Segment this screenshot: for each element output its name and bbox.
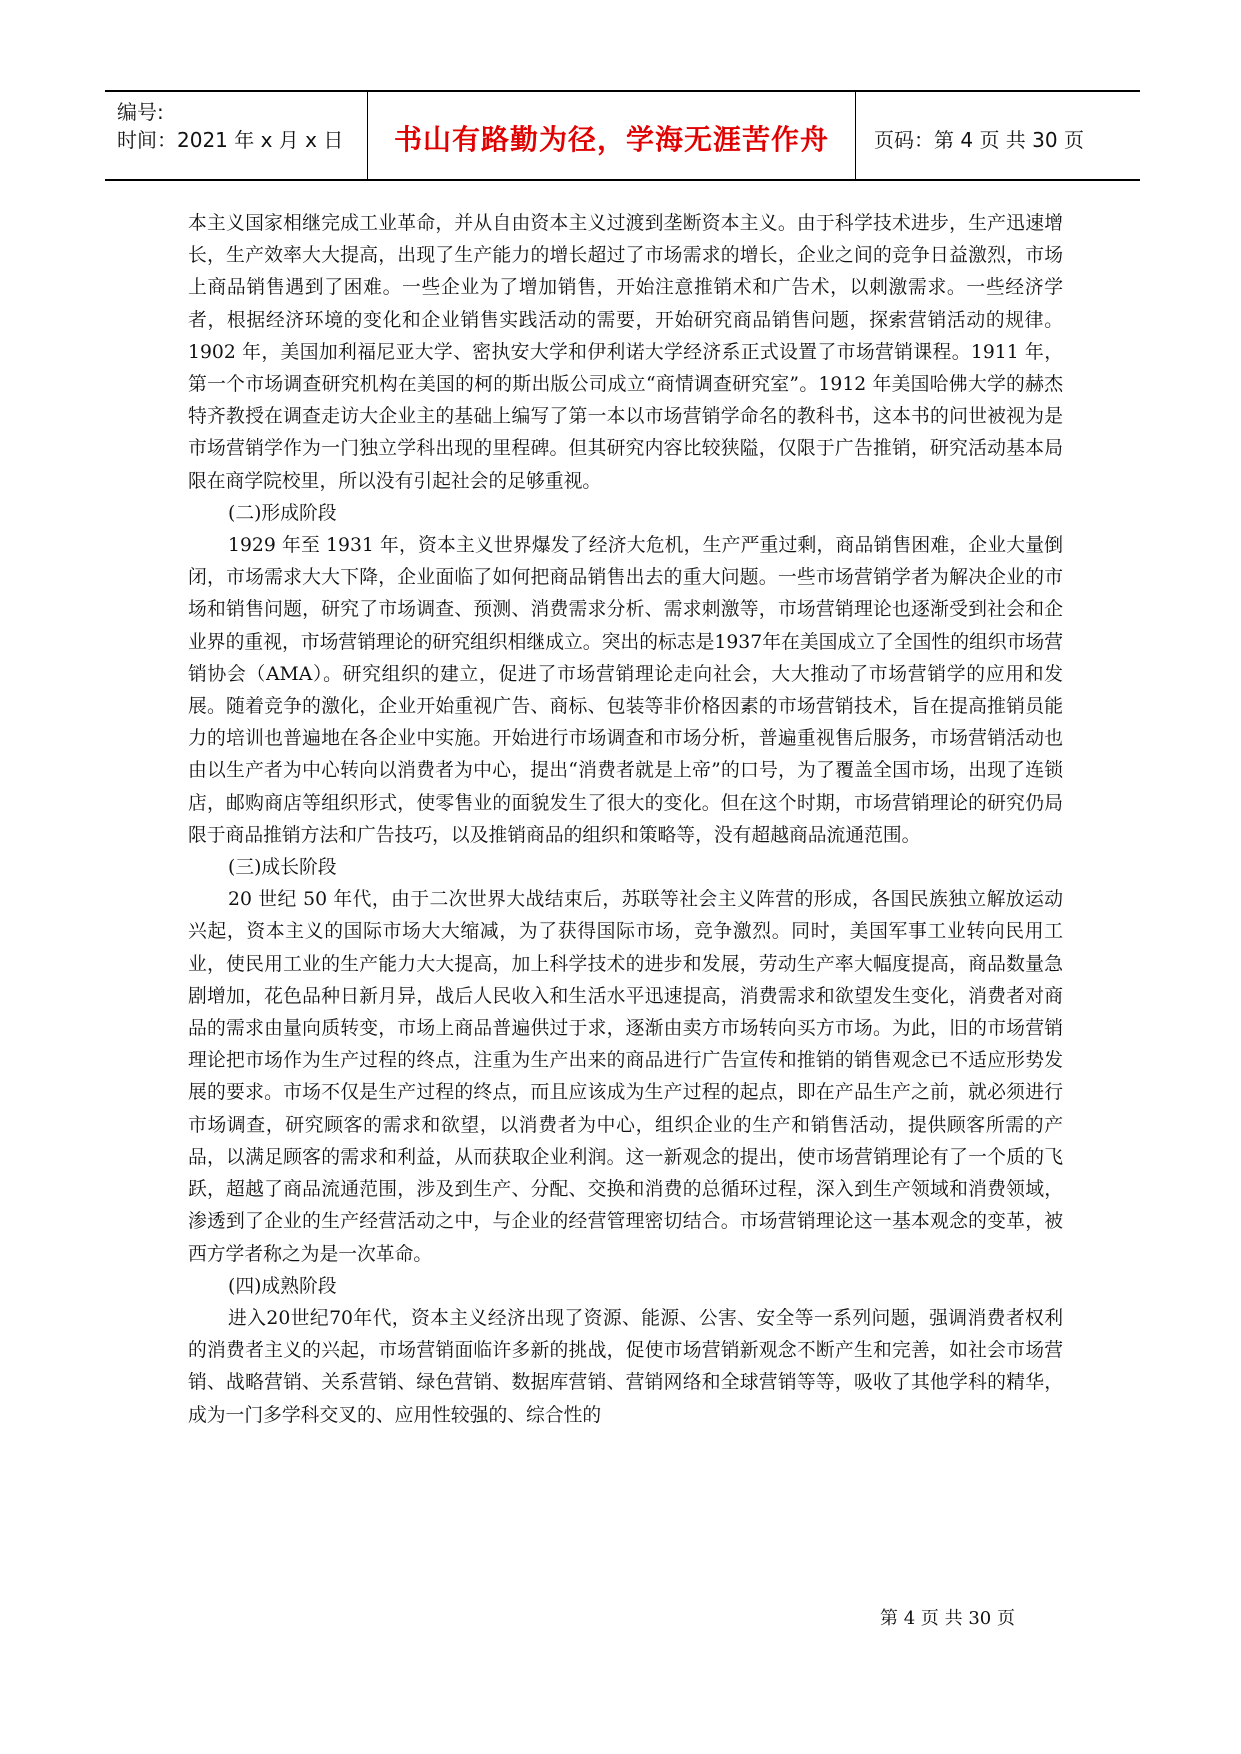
section-heading-growth: (三)成长阶段 — [228, 857, 337, 879]
header-left-cell — [105, 92, 368, 179]
paragraph: 1929 年至 1931 年，资本主义世界爆发了经济大危机，生产严重过剩，商品销售困难，企业大量倒闭，市场需求大大下降，企业面临了如何把商品销售出去的重大问题。一些市场营销学者为解决企业的市场和销售问题，研究了市场调查、预测、消费需求分析、需求刺激等，市场营销理论也逐渐受到社会和企业界的重视，市场营销理论的研究组织相继成立。突出的标志是1937年在美国成立了全国性的组织市场营销协会（AMA）。研究组织的建立，促进了市场营销理论走向社会，大大推动了市场营销学的应用和发展。随着竞争的激化，企业开始重视广告、商标、包装等非价格因素的市场营销技术，旨在提高推销员能力的培训也普遍地在各企业中实施。开始进行市场调查和市场分析，普遍重视售后服务，市场营销活动也由以生产者为中心转向以消费者为中心，提出“消费者就是上帝”的口号，为了覆盖全国市场，出现了连锁店，邮购商店等组织形式，使零售业的面貌发生了很大的变化。但在这个时期，市场营销理论的研究仍局限于商品推销方法和广告技巧，以及推销商品的组织和策略等，没有超越商品流通范围。 — [188, 535, 1063, 846]
paragraph: 20 世纪 50 年代，由于二次世界大战结束后，苏联等社会主义阵营的形成，各国民族独立解放运动兴起，资本主义的国际市场大大缩减，为了获得国际市场，竞争激烈。同时，美国军事工业转向民用工业，使民用工业的生产能力大大提高，加上科学技术的进步和发展，劳动生产率大幅度提高，商品数量急剧增加，花色品种日新月异，战后人民收入和生活水平迅速提高，消费需求和欲望发生变化，消费者对商品的需求由量向质转变，市场上商品普遍供过于求，逐渐由卖方市场转向买方市场。为此，旧的市场营销理论把市场作为生产过程的终点，注重为生产出来的商品进行广告宣传和推销的销售观念已不适应形势发展的要求。市场不仅是生产过程的终点，而且应该成为生产过程的起点，即在产品生产之前，就必须进行市场调查，研究顾客的需求和欲望，以消费者为中心，组织企业的生产和销售活动，提供顾客所需的产品，以满足顾客的需求和利益，从而获取企业利润。这一新观念的提出，使市场营销理论有了一个质的飞跃，超越了商品流通范围，涉及到生产、分配、交换和消费的总循环过程，深入到生产领域和消费领域，渗透到了企业的生产经营活动之中，与企业的经营管理密切结合。市场营销理论这一基本观念的变革，被西方学者称之为是一次革命。 — [188, 889, 1063, 1265]
header-page-number: 页码：第 4 页 共 30 页 — [874, 128, 1084, 152]
document-number-label: 编号: — [117, 100, 164, 124]
header-right-cell — [856, 92, 1140, 179]
header-motto: 书山有路勤为径，学海无涯苦作舟 — [393, 123, 829, 156]
header-middle-cell — [368, 92, 856, 179]
paragraph: 进入20世纪70年代，资本主义经济出现了资源、能源、公害、安全等一系列问题，强调消费者权利的消费者主义的兴起，市场营销面临许多新的挑战，促使市场营销新观念不断产生和完善，如社会市场营销、战略营销、关系营销、绿色营销、数据库营销、营销网络和全球营销等等，吸收了其他学科的精华，成为一门多学科交叉的、应用性较强的、综合性的 — [188, 1307, 1063, 1426]
section-heading-formation: (二)形成阶段 — [228, 502, 337, 524]
section-heading-maturity: (四)成熟阶段 — [228, 1275, 337, 1297]
document-time-label: 时间：2021 年 x 月 x 日 — [117, 128, 344, 152]
page-header — [105, 90, 1140, 181]
document-body — [188, 208, 1063, 1432]
page-footer-number: 第 4 页 共 30 页 — [880, 1608, 1015, 1629]
paragraph: 本主义国家相继完成工业革命，并从自由资本主义过渡到垄断资本主义。由于科学技术进步，生产迅速增长，生产效率大大提高，出现了生产能力的增长超过了市场需求的增长，企业之间的竞争日益激烈，市场上商品销售遇到了困难。一些企业为了增加销售，开始注意推销术和广告术，以刺激需求。一些经济学者，根据经济环境的变化和企业销售实践活动的需要，开始研究商品销售问题，探索营销活动的规律。1902 年，美国加利福尼亚大学、密执安大学和伊利诺大学经济系正式设置了市场营销课程。1911 年，第一个市场调查研究机构在美国的柯的斯出版公司成立“商情调查研究室”。1912 年美国哈佛大学的赫杰特齐教授在调查走访大企业主的基础上编写了第一本以市场营销学命名的教科书，这本书的问世被视为是市场营销学作为一门独立学科出现的里程碑。但其研究内容比较狭隘，仅限于广告推销，研究活动基本局限在商学院校里，所以没有引起社会的足够重视。 — [188, 213, 1063, 492]
